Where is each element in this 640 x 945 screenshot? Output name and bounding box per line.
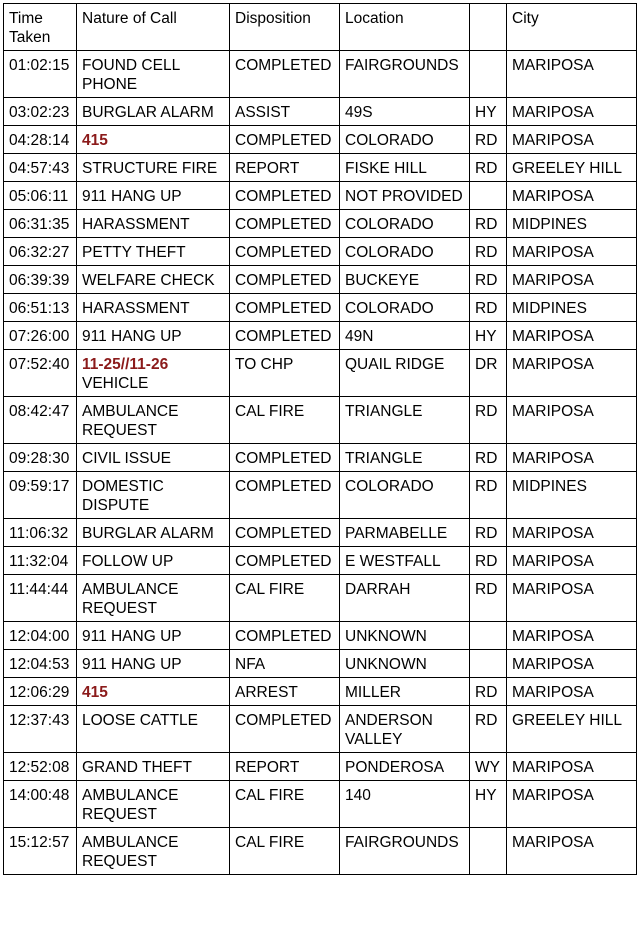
- cell-nature-of-call: GRAND THEFT: [77, 753, 230, 781]
- cell-location: ANDERSON VALLEY: [340, 706, 470, 753]
- table-row: [4, 472, 637, 519]
- cell-time: 11:32:04: [4, 547, 77, 575]
- table-row: [4, 266, 637, 294]
- cell-disposition: COMPLETED: [230, 444, 340, 472]
- cell-location: COLORADO: [340, 126, 470, 154]
- table-row: [4, 444, 637, 472]
- cell-time: 06:39:39: [4, 266, 77, 294]
- cell-time: 05:06:11: [4, 182, 77, 210]
- table-row: [4, 706, 637, 753]
- cell-city: MARIPOSA: [507, 547, 637, 575]
- cell-disposition: COMPLETED: [230, 472, 340, 519]
- cell-street-suffix: [470, 828, 507, 875]
- table-row: [4, 575, 637, 622]
- cell-nature-of-call: STRUCTURE FIRE: [77, 154, 230, 182]
- cell-street-suffix: HY: [470, 781, 507, 828]
- cell-location: PARMABELLE: [340, 519, 470, 547]
- cell-location: BUCKEYE: [340, 266, 470, 294]
- table-row: [4, 182, 637, 210]
- header-suffix: [470, 4, 507, 51]
- table-row: [4, 781, 637, 828]
- cell-time: 14:00:48: [4, 781, 77, 828]
- cell-disposition: TO CHP: [230, 350, 340, 397]
- cell-time: 09:59:17: [4, 472, 77, 519]
- table-row: [4, 294, 637, 322]
- cell-city: GREELEY HILL: [507, 154, 637, 182]
- cell-location: NOT PROVIDED: [340, 182, 470, 210]
- cell-nature-of-call: LOOSE CATTLE: [77, 706, 230, 753]
- cell-time: 11:44:44: [4, 575, 77, 622]
- cell-nature-of-call: FOLLOW UP: [77, 547, 230, 575]
- cell-time: 03:02:23: [4, 98, 77, 126]
- cell-disposition: CAL FIRE: [230, 575, 340, 622]
- cell-nature-of-call: 911 HANG UP: [77, 182, 230, 210]
- cell-location: TRIANGLE: [340, 444, 470, 472]
- cell-time: 12:37:43: [4, 706, 77, 753]
- call-log-table: [3, 3, 637, 875]
- cell-disposition: REPORT: [230, 154, 340, 182]
- cell-time: 04:57:43: [4, 154, 77, 182]
- cell-disposition: CAL FIRE: [230, 828, 340, 875]
- cell-disposition: COMPLETED: [230, 210, 340, 238]
- table-body: [4, 51, 637, 875]
- cell-street-suffix: RD: [470, 397, 507, 444]
- cell-city: MARIPOSA: [507, 98, 637, 126]
- cell-street-suffix: [470, 182, 507, 210]
- header-location: Location: [340, 4, 470, 51]
- cell-time: 07:26:00: [4, 322, 77, 350]
- cell-time: 12:04:53: [4, 650, 77, 678]
- cell-city: MARIPOSA: [507, 182, 637, 210]
- cell-city: MARIPOSA: [507, 322, 637, 350]
- cell-location: COLORADO: [340, 472, 470, 519]
- cell-location: FAIRGROUNDS: [340, 828, 470, 875]
- cell-disposition: COMPLETED: [230, 294, 340, 322]
- table-row: [4, 126, 637, 154]
- cell-location: E WESTFALL: [340, 547, 470, 575]
- cell-street-suffix: HY: [470, 98, 507, 126]
- cell-disposition: COMPLETED: [230, 519, 340, 547]
- table-row: [4, 753, 637, 781]
- cell-disposition: ASSIST: [230, 98, 340, 126]
- table-row: [4, 154, 637, 182]
- cell-nature-of-call: BURGLAR ALARM: [77, 519, 230, 547]
- cell-location: 49S: [340, 98, 470, 126]
- cell-city: MARIPOSA: [507, 650, 637, 678]
- cell-disposition: COMPLETED: [230, 322, 340, 350]
- nature-extra: VEHICLE: [82, 375, 149, 392]
- cell-nature-of-call[interactable]: 415: [77, 678, 230, 706]
- cell-disposition: COMPLETED: [230, 51, 340, 98]
- cell-nature-of-call: CIVIL ISSUE: [77, 444, 230, 472]
- table-row: [4, 622, 637, 650]
- cell-disposition: COMPLETED: [230, 706, 340, 753]
- cell-city: MARIPOSA: [507, 238, 637, 266]
- cell-street-suffix: RD: [470, 519, 507, 547]
- cell-city: MARIPOSA: [507, 622, 637, 650]
- cell-street-suffix: RD: [470, 444, 507, 472]
- cell-time: 11:06:32: [4, 519, 77, 547]
- cell-street-suffix: RD: [470, 678, 507, 706]
- cell-street-suffix: RD: [470, 706, 507, 753]
- cell-street-suffix: WY: [470, 753, 507, 781]
- cell-time: 06:31:35: [4, 210, 77, 238]
- cell-city: MIDPINES: [507, 472, 637, 519]
- table-row: [4, 238, 637, 266]
- cell-nature-of-call: BURGLAR ALARM: [77, 98, 230, 126]
- cell-location: PONDEROSA: [340, 753, 470, 781]
- cell-street-suffix: RD: [470, 472, 507, 519]
- nature-code-link[interactable]: 11-25//11-26: [82, 356, 169, 373]
- cell-city: MARIPOSA: [507, 350, 637, 397]
- cell-nature-of-call: DOMESTIC DISPUTE: [77, 472, 230, 519]
- cell-street-suffix: DR: [470, 350, 507, 397]
- cell-street-suffix: RD: [470, 126, 507, 154]
- cell-disposition: CAL FIRE: [230, 781, 340, 828]
- table-row: [4, 397, 637, 444]
- cell-city: MIDPINES: [507, 210, 637, 238]
- cell-location: DARRAH: [340, 575, 470, 622]
- cell-city: MARIPOSA: [507, 678, 637, 706]
- cell-time: 01:02:15: [4, 51, 77, 98]
- cell-location: COLORADO: [340, 210, 470, 238]
- table-row: [4, 547, 637, 575]
- cell-nature-of-call: FOUND CELL PHONE: [77, 51, 230, 98]
- cell-city: MARIPOSA: [507, 753, 637, 781]
- header-time-taken: Time Taken: [4, 4, 77, 51]
- cell-nature-of-call: [77, 350, 230, 397]
- cell-disposition: CAL FIRE: [230, 397, 340, 444]
- cell-city: MARIPOSA: [507, 444, 637, 472]
- header-city: City: [507, 4, 637, 51]
- cell-nature-of-call: 911 HANG UP: [77, 650, 230, 678]
- header-row: [4, 4, 637, 51]
- cell-street-suffix: [470, 622, 507, 650]
- cell-disposition: NFA: [230, 650, 340, 678]
- cell-street-suffix: RD: [470, 154, 507, 182]
- cell-disposition: COMPLETED: [230, 622, 340, 650]
- cell-city: MIDPINES: [507, 294, 637, 322]
- cell-city: GREELEY HILL: [507, 706, 637, 753]
- cell-street-suffix: RD: [470, 575, 507, 622]
- table-row: [4, 210, 637, 238]
- cell-location: 140: [340, 781, 470, 828]
- cell-city: MARIPOSA: [507, 519, 637, 547]
- cell-city: MARIPOSA: [507, 575, 637, 622]
- cell-disposition: COMPLETED: [230, 182, 340, 210]
- cell-city: MARIPOSA: [507, 781, 637, 828]
- cell-disposition: COMPLETED: [230, 126, 340, 154]
- cell-nature-of-call: 911 HANG UP: [77, 622, 230, 650]
- cell-location: QUAIL RIDGE: [340, 350, 470, 397]
- cell-city: MARIPOSA: [507, 51, 637, 98]
- header-disposition: Disposition: [230, 4, 340, 51]
- cell-time: 08:42:47: [4, 397, 77, 444]
- table-row: [4, 519, 637, 547]
- cell-time: 12:04:00: [4, 622, 77, 650]
- table-row: [4, 350, 637, 397]
- cell-nature-of-call: AMBULANCE REQUEST: [77, 575, 230, 622]
- table-row: [4, 828, 637, 875]
- table-row: [4, 650, 637, 678]
- cell-nature-of-call: AMBULANCE REQUEST: [77, 397, 230, 444]
- cell-nature-of-call[interactable]: 415: [77, 126, 230, 154]
- table-row: [4, 678, 637, 706]
- cell-street-suffix: RD: [470, 547, 507, 575]
- cell-location: MILLER: [340, 678, 470, 706]
- cell-street-suffix: RD: [470, 210, 507, 238]
- cell-nature-of-call: WELFARE CHECK: [77, 266, 230, 294]
- table-row: [4, 322, 637, 350]
- table-row: [4, 98, 637, 126]
- cell-street-suffix: [470, 51, 507, 98]
- cell-nature-of-call: HARASSMENT: [77, 210, 230, 238]
- cell-street-suffix: RD: [470, 238, 507, 266]
- header-nature-of-call: Nature of Call: [77, 4, 230, 51]
- cell-location: 49N: [340, 322, 470, 350]
- cell-location: UNKNOWN: [340, 622, 470, 650]
- cell-nature-of-call: AMBULANCE REQUEST: [77, 781, 230, 828]
- cell-location: COLORADO: [340, 294, 470, 322]
- cell-disposition: COMPLETED: [230, 238, 340, 266]
- cell-location: UNKNOWN: [340, 650, 470, 678]
- cell-time: 07:52:40: [4, 350, 77, 397]
- cell-street-suffix: RD: [470, 266, 507, 294]
- cell-street-suffix: [470, 650, 507, 678]
- cell-time: 12:52:08: [4, 753, 77, 781]
- cell-nature-of-call: AMBULANCE REQUEST: [77, 828, 230, 875]
- cell-city: MARIPOSA: [507, 397, 637, 444]
- cell-disposition: COMPLETED: [230, 266, 340, 294]
- cell-city: MARIPOSA: [507, 266, 637, 294]
- cell-disposition: COMPLETED: [230, 547, 340, 575]
- cell-city: MARIPOSA: [507, 126, 637, 154]
- cell-time: 12:06:29: [4, 678, 77, 706]
- cell-disposition: REPORT: [230, 753, 340, 781]
- cell-time: 04:28:14: [4, 126, 77, 154]
- cell-time: 15:12:57: [4, 828, 77, 875]
- cell-street-suffix: RD: [470, 294, 507, 322]
- cell-nature-of-call: 911 HANG UP: [77, 322, 230, 350]
- cell-nature-of-call: PETTY THEFT: [77, 238, 230, 266]
- cell-location: FISKE HILL: [340, 154, 470, 182]
- cell-street-suffix: HY: [470, 322, 507, 350]
- table-row: [4, 51, 637, 98]
- cell-time: 09:28:30: [4, 444, 77, 472]
- cell-location: COLORADO: [340, 238, 470, 266]
- cell-location: FAIRGROUNDS: [340, 51, 470, 98]
- cell-nature-of-call: HARASSMENT: [77, 294, 230, 322]
- cell-city: MARIPOSA: [507, 828, 637, 875]
- cell-time: 06:51:13: [4, 294, 77, 322]
- cell-disposition: ARREST: [230, 678, 340, 706]
- cell-location: TRIANGLE: [340, 397, 470, 444]
- cell-time: 06:32:27: [4, 238, 77, 266]
